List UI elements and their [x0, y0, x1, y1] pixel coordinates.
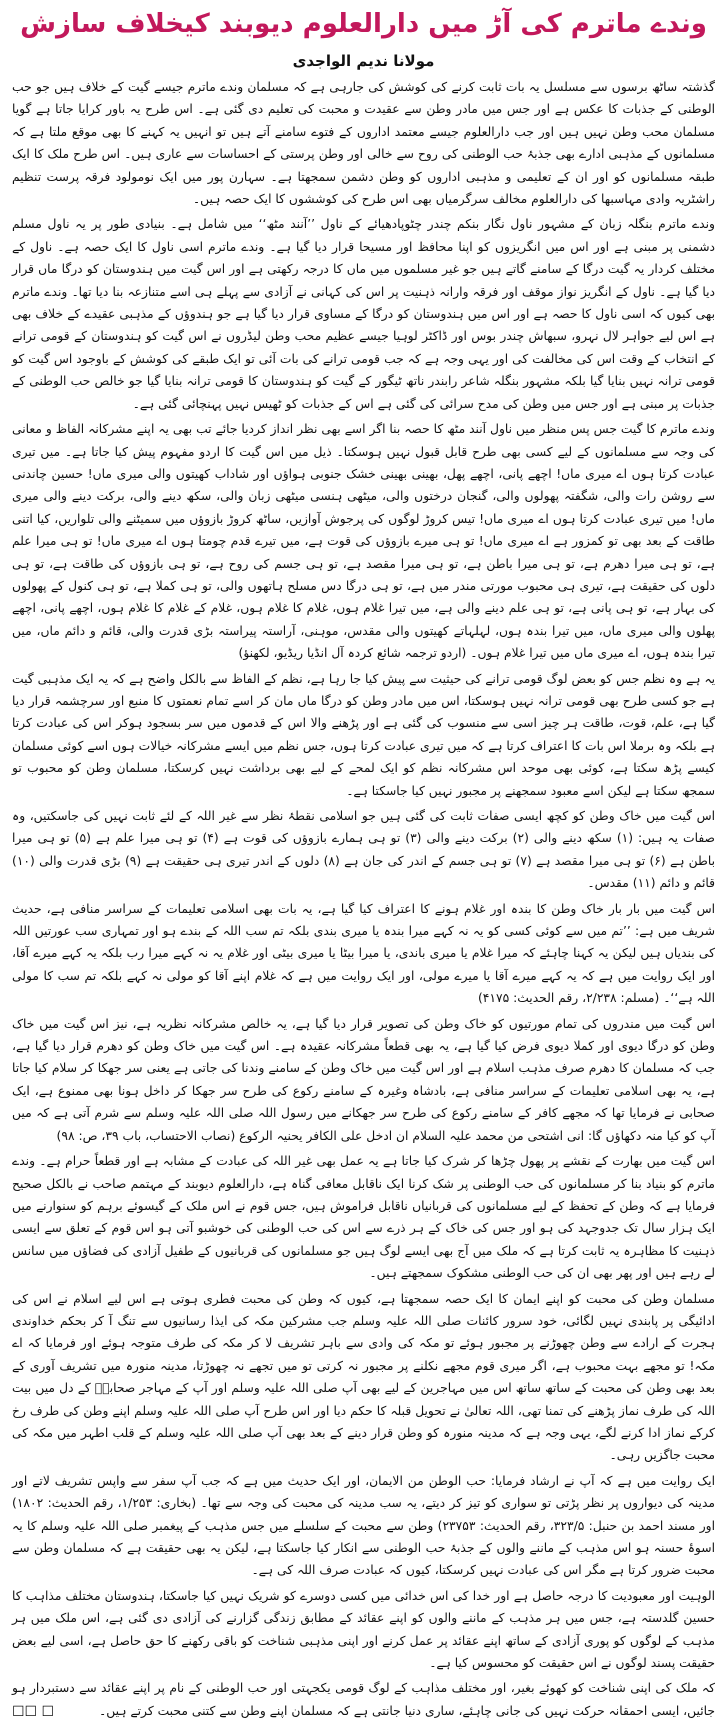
article-title: وندے ماترم کی آڑ میں دارالعلوم دیوبند کیخلاف سازش: [20, 9, 707, 39]
author-name: مولانا ندیم الواجدی: [292, 52, 435, 70]
article-paragraph-12: کہ ملک کی اپنی شناخت کو کھوئے بغیر، اور مختلف مذاہب کے لوگ قومی یکجہتی اور حب الوطنی کے نام پر اپنے عقائد سے دستبردار ہو جائیں، ایسی احمقانہ حرکت نہیں کی جانی چاہئے، ساری دنیا جانتی ہے کہ مسلمان اپنے وطن سے کتنی محبت کرتے ہیں۔: [12, 1681, 715, 1718]
article-paragraph-7: اس گیت میں مندروں کی تمام مورتیوں کو خاک وطن کی تصویر قرار دیا گیا ہے، یہ خالص مشرکانہ نظریہ ہے، نیز اس گیت میں خاک وطن کو درگا دیوی اور کملا دیوی فرض کیا گیا ہے، یہ بھی قطعاً مشرکانہ عقیدہ ہے۔ اس گیت میں خاک وطن کو دھرم قرار دیا گیا ہے، جب کہ مسلمان کا دھرم صرف مذہب اسلام ہے اور اس گیت میں خاک وطن کے سامنے وندنا کی جاتی ہے یعنی سر جھکا کر سلام کیا جاتا ہے، یہ بھی اسلامی تعلیمات کے سراسر منافی ہے، بادشاہ وغیرہ کے سامنے رکوع کی طرح سر جھکا کر داخل ہونا بھی ممنوع ہے، ایک صحابی نے فرمایا تھا کہ مجھے کافر کے سامنے رکوع کی طرح سر جھکانے میں رسول اللہ صلی اللہ علیہ وسلم سے شرم آتی ہے کہ میں آپ کو کیا منہ دکھاؤں گا: انی اشتحی من محمد علیہ السلام ان ادخل علی الکافر یحنیہ الرکوع (نصاب الاحتساب، باب ۳۹، ص: ۹۸): [12, 1016, 715, 1143]
end-of-article-marks: ☐☐ ☐: [12, 1704, 55, 1720]
article-paragraph-2: وندے ماترم بنگلہ زبان کے مشہور ناول نگار بنکم چندر چٹوپادھیائے کے ناول ’’آنند مٹھ‘‘ میں شامل ہے۔ بنیادی طور پر یہ ناول مسلم دشمنی پر مبنی ہے اور اس میں انگریزوں کو اپنا محافظ اور مسیحا قرار دیا گیا ہے۔ وندے ماترم اسی ناول کا ایک حصہ ہے۔ ناول کے مختلف کردار یہ گیت درگا کے سامنے گاتے ہیں جو غیر مسلموں میں ماں کا درجہ رکھتی ہے اور اس گیت میں ہندوستان کو درگا ماں قرار دیا گیا ہے۔ ناول کے انگریز نواز موقف اور فرقہ وارانہ ذہنیت پر اس کی کہانی نے آزادی سے پہلے ہی اسے متنازعہ بنا دیا تھا۔ وندے ماترم بھی کیوں کہ اسی ناول کا حصہ ہے اور اس میں ہندوستان کو درگا کے مساوی قرار دیا گیا ہے جو ہندوؤں کے مذہبی عقیدے کے خلاف بھی ہے اس لیے جواہر لال نہرو، سبھاش چندر بوس اور ڈاکٹر لوہیا جیسے عظیم محب وطن لیڈروں نے اس گیت کو ہندوستان کے قومی ترانے کے انتخاب کے وقت اس کی مخالفت کی اور یہی وجہ ہے کہ جب قومی ترانے کی بات آئی تو ایک طبقے کی کوشش کے باوجود اس گیت کو قومی ترانہ نہیں بنایا گیا بلکہ مشہور بنگلہ شاعر رابندر ناتھ ٹیگور کے گیت کو ہندوستان کا قومی ترانہ بنایا گیا جو خالص حب الوطنی کے جذبات پر مبنی ہے اور جس میں وطن کی مدح سرائی کی گئی ہے اس کے جذبات کو ٹھیس نہیں پہنچائی گئی ہے۔: [12, 217, 715, 411]
article-body: [12, 76, 715, 1722]
article-paragraph-10: ایک روایت میں ہے کہ آپ نے ارشاد فرمایا: حب الوطن من الایمان، اور ایک حدیث میں ہے کہ جب آپ سفر سے واپس تشریف لاتے اور مدینہ کی دیواروں پر نظر پڑتی تو سواری کو تیز کر دیتے، یہ سب مدینہ کی محبت کی وجہ سے تھا۔ (بخاری: ۱/۲۵۳، رقم الحدیث: ۱۸۰۲) اور مسند احمد بن حنبل: ۳۲۳/۵، رقم الحدیث: ۲۳۷۵۳) وطن سے محبت کے سلسلے میں جس مذہب کے پیغمبر صلی اللہ علیہ وسلم کا یہ اسوۂ حسنہ ہو اس مذہب کے ماننے والوں کے جذبۂ حب الوطنی سے انکار کیا جاسکتا ہے، لیکن یہ بھی حقیقت ہے کہ مسلمان وطن سے محبت ضرور کرتا ہے مگر اس کی عبادت نہیں کرسکتا، کیوں کہ عبادت صرف اللہ کی ہے۔: [12, 1473, 715, 1578]
article-paragraph-11: الوہیت اور معبودیت کا درجہ حاصل ہے اور خدا کی اس خدائی میں کسی دوسرے کو شریک نہیں کیا جاسکتا، ہندوستان مختلف مذاہب کا حسین گلدستہ ہے، جس میں ہر مذہب کے ماننے والوں کو اپنے عقائد کے مطابق زندگی گزارنے کی آزادی دی گئی ہے، اس ملک میں ہر مذہب کے لوگوں کو پوری آزادی کے ساتھ اپنے عقائد پر عمل کرنے اور اپنی مذہبی شناخت کو باقی رکھنے کا حق حاصل ہے، اسی لیے بعض حقیقت پسند لوگوں نے اس حقیقت کو محسوس کیا ہے۔: [12, 1588, 715, 1671]
article-paragraph-8: اس گیت میں بھارت کے نقشے پر پھول چڑھا کر شرک کیا جاتا ہے یہ عمل بھی غیر اللہ کی عبادت کے مشابہ ہے اور قطعاً حرام ہے۔ وندے ماترم کو بنیاد بنا کر مسلمانوں کی حب الوطنی پر شک کرنا ایک ناقابل معافی گناہ ہے، دارالعلوم دیوبند کے مہتمم صاحب نے بالکل صحیح فرمایا ہے کہ وطن کے تحفظ کے لیے مسلمانوں کی قربانیاں ناقابل فراموش ہیں، جس قوم نے اس ملک کے گیسوئے برہم کو سنوارنے میں ایک ہزار سال تک جدوجہد کی ہو اور جس کی خاک کے ہر ذرے سے اس کی حب الوطنی کی خوشبو آتی ہو اس قوم کے تعلق سے ایسی ذہنیت کا مظاہرہ یہ ثابت کرتا ہے کہ ملک میں آج بھی ایسے لوگ ہیں جو مسلمانوں کی قربانیوں کے طفیل آزادی کی فضاؤں میں سانس لے رہے ہیں اور پھر بھی ان کی حب الوطنی مشکوک سمجھتے ہیں۔: [12, 1154, 715, 1281]
article-paragraph-9: مسلمان وطن کی محبت کو اپنے ایمان کا ایک حصہ سمجھتا ہے، کیوں کہ وطن کی محبت فطری ہوتی ہے اس لیے اسلام نے اس کی ادائیگی پر پابندی نہیں لگائی، خود سرور کائنات صلی اللہ علیہ وسلم جب مشرکین مکہ کی ایذا رسانیوں سے تنگ آ کر بحکم خداوندی ہجرت کے ارادے سے وطن چھوڑنے پر مجبور ہوئے تو مکہ کی وادی سے باہر تشریف لا کر مکہ کی طرف متوجہ ہوئے اور فرمایا کہ اے مکہ! تو مجھے بہت محبوب ہے، اگر میری قوم مجھے نکلنے پر مجبور نہ کرتی تو میں تجھے نہ چھوڑتا، مدینہ منورہ میں تشریف آوری کے بعد بھی وطن کی محبت کے ساتھ ساتھ اس میں مہاجرین کے لیے بھی آپ صلی اللہ علیہ وسلم اور آپ کے مہاجر صحابہؓ کے دل میں بیت اللہ کی طرف نماز پڑھنے کی تمنا تھی، اللہ تعالیٰ نے تحویل قبلہ کا حکم دیا اور اس طرح آپ صلی اللہ علیہ وسلم اپنے وطن کی طرف رخ کرکے نماز ادا کرنے لگے، یہی وجہ ہے کہ مدینہ منورہ کو وطن قرار دینے کے بعد بھی آپ صلی اللہ علیہ وسلم کے قلب اطہر میں مکہ کی محبت جاگزیں رہی۔: [12, 1291, 715, 1463]
article-paragraph-5: اس گیت میں خاک وطن کو کچھ ایسی صفات ثابت کی گئی ہیں جو اسلامی نقطۂ نظر سے غیر اللہ کے لئے ثابت نہیں کی جاسکتیں، وہ صفات یہ ہیں: (۱) سکھ دینے والی (۲) برکت دینے والی (۳) تو ہی ہمارے بازوؤں کی قوت ہے (۴) تو ہی میرا علم ہے (۵) تو ہی میرا باطن ہے (۶) تو ہی میرا مقصد ہے (۷) تو ہی جسم کے اندر کی جان ہے (۸) دلوں کے اندر تیری ہی حقیقت ہے (۹) بڑی قدرت والی (۱۰) قائم و دائم (۱۱) مقدس۔: [12, 809, 715, 891]
article-paragraph-4: یہ ہے وہ نظم جس کو بعض لوگ قومی ترانے کی حیثیت سے پیش کیا جا رہا ہے، نظم کے الفاظ سے بالکل واضح ہے کہ یہ ایک مذہبی گیت ہے جو کسی طرح بھی قومی ترانہ نہیں ہوسکتا، اس میں مادر وطن کو درگا ماں مان کر اسے تمام نعمتوں کا منبع اور سرچشمہ قرار دیا گیا ہے، علم، قوت، طاقت ہر چیز اسی سے منسوب کی گئی ہے اور پڑھنے والا اس کے قدموں میں سر بسجود ہوکر اس کی عبادت کرتا ہے بلکہ وہ برملا اس بات کا اعتراف کرتا ہے کہ میں تیری عبادت کرتا ہوں، جس نظم میں ایسے مشرکانہ خیالات ہوں اسے کوئی مسلمان کیسے پڑھ سکتا ہے، کوئی بھی موحد اس مشرکانہ نظم کو ایک لمحے کے لیے بھی برداشت نہیں کرسکتا، مسلمان وطن کو محبوب تو سمجھ سکتا ہے لیکن اسے معبود سمجھنے پر مجبور نہیں کیا جاسکتا ہے۔: [12, 671, 715, 798]
article-paragraph-3: وندے ماترم کا گیت جس پس منظر میں ناول آنند مٹھ کا حصہ بنا اگر اسے بھی نظر انداز کردیا جائے تب بھی یہ اپنے مشرکانہ الفاظ و معانی کی وجہ سے مسلمانوں کے لیے کسی بھی طرح قابل قبول نہیں ہوسکتا۔ ذیل میں اس گیت کا اردو مفہوم پیش کیا جاتا ہے۔ میں تیری عبادت کرتا ہوں اے میری ماں! اچھے پانی، اچھے پھل، بھینی بھینی خشک جنوبی ہواؤں اور شاداب کھیتوں والی میری ماں! حسین چاندنی سے روشن رات والی، شگفتہ پھولوں والی، گنجان درختوں والی، میٹھی ہنسی میٹھی زبان والی، سکھ دینے والی، برکت دینے والی میری ماں! میں تیری عبادت کرتا ہوں اے میری ماں! تیس کروڑ لوگوں کی پرجوش آوازیں، ساٹھ کروڑ بازوؤں میں سمیٹنے والی تلواریں، کیا اتنی طاقت کے بعد بھی تو کمزور ہے اے میری ماں! تو ہی میرے بازوؤں کی قوت ہے، میں تیرے قدم چومتا ہوں اے میری ماں! تو ہی میرا علم ہے، تو ہی میرا دھرم ہے، تو ہی میرا باطن ہے، تو ہی میرا مقصد ہے، تو ہی جسم کی روح ہے، تو ہی بازوؤں کی طاقت ہے، تو ہی دلوں کی حقیقت ہے، تیری ہی محبوب مورتی مندر میں ہے، تو ہی درگا دس مسلح ہاتھوں والی، تو ہی کملا ہے، تو ہی کنول کے پھولوں کی بہار ہے، تو ہی پانی ہے، تو ہی علم دینے والی ہے، میں تیرا غلام ہوں، غلام کا غلام ہوں، غلام کے غلام کا غلام ہوں، اچھے پانی، اچھے پھلوں والی میری ماں، میں تیرا بندہ ہوں، لہلہاتے کھیتوں والی مقدس، موہنی، آراستہ پیراستہ بڑی قدرت والی، قائم و دائم ماں، میں تیرا بندہ ہوں، اے میری ماں میں تیرا غلام ہوں۔ (اردو ترجمہ شائع کردہ آل انڈیا ریڈیو، لکھنؤ): [12, 422, 715, 661]
article-paragraph-1: گذشتہ ساٹھ برسوں سے مسلسل یہ بات ثابت کرنے کی کوشش کی جارہی ہے کہ مسلمان وندے ماترم جیسے گیت کے خلاف ہیں جو حب الوطنی کے جذبات کا عکس ہے اور جس میں مادر وطن سے عقیدت و محبت کی تعلیم دی گئی ہے۔ اس طرح یہ باور کرایا جاتا ہے گویا مسلمان محب وطن نہیں ہیں اور جب دارالعلوم جیسے معتمد اداروں کے فتوے سامنے آتے ہیں تو انہیں یہ کہنے کا بھی موقع ملتا ہے کہ مسلمانوں کے مذہبی ادارے بھی جذبۂ حب الوطنی کی روح سے خالی اور وطن پرستی کے احساسات سے عاری ہیں۔ اس طرح ملک کا ایک طبقہ مسلمانوں کو اور ان کے تعلیمی و مذہبی اداروں کو وطن دشمن سمجھتا ہے۔ سہارن پور میں ایک نومولود فرقہ پرست تنظیم راشٹریہ وادی مہاسبھا کی دارالعلوم مخالف سرگرمیاں بھی اس طرح کی کوششوں کا ایک حصہ ہیں۔: [12, 80, 715, 207]
article-paragraph-6: اس گیت میں بار بار خاک وطن کا بندہ اور غلام ہونے کا اعتراف کیا گیا ہے، یہ بات بھی اسلامی تعلیمات کے سراسر منافی ہے، حدیث شریف میں ہے: ’’تم میں سے کوئی کسی کو یہ نہ کہے میرا بندہ یا میری بندی بلکہ تم سب اللہ کے بندے ہو اور تمہاری سب عورتیں اللہ کی بندیاں ہیں لیکن یہ کہنا چاہئے کہ میرا غلام یا میری باندی، یا میرا بیٹا یا میری بیٹی اور غلام یہ نہ کہے میرا رب بلکہ یہ کہے میرے آقا، اور ایک روایت میں ہے کہ یہ کہے میرے آقا یا میرے مولی، اور ایک روایت میں ہے کہ غلام اپنے آقا کو مولی نہ کہے بلکہ تم سب کا مولی اللہ ہے‘‘۔ (مسلم: ۲/۲۳۸، رقم الحدیث: ۴۱۷۵): [12, 901, 715, 1006]
